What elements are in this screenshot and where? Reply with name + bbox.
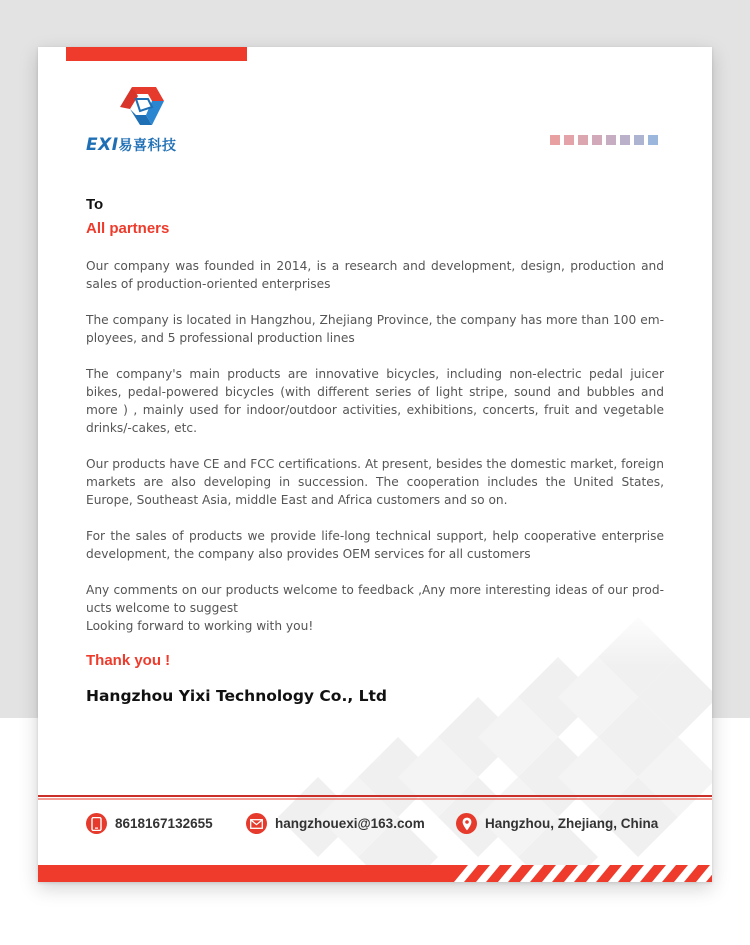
color-square — [564, 135, 574, 145]
stripe-decoration — [38, 865, 712, 882]
phone-icon — [86, 813, 107, 834]
logo-text: EXI易喜科技 — [86, 135, 177, 155]
salutation: To — [86, 196, 104, 213]
envelope-icon — [246, 813, 267, 834]
paragraph-founding: Our company was founded in 2014, is a research and development, design, production and sales of production-oriented enterprises — [86, 259, 664, 291]
color-square — [620, 135, 630, 145]
thanks-line: Thank you ! — [86, 652, 171, 669]
contact-address — [456, 813, 658, 834]
paragraph-location: The company is located in Hangzhou, Zhejiang Province, the company has more than 100 em- ployees, and 5 professional production lines — [86, 313, 664, 345]
color-square — [606, 135, 616, 145]
paragraph-support: For the sales of products we provide life-long technical support, help cooperative enterprise development, the company also provides OEM services for all customers — [86, 529, 664, 561]
color-square — [634, 135, 644, 145]
email-address[interactable]: hangzhouexi@163.com — [275, 816, 425, 831]
bottom-accent-bar — [38, 865, 712, 882]
phone-number[interactable]: 8618167132655 — [115, 816, 213, 831]
closing-line: Looking forward to working with you! — [86, 619, 314, 633]
contact-phone — [86, 813, 213, 834]
company-signature: Hangzhou Yixi Technology Co., Ltd — [86, 687, 388, 705]
top-accent-bar — [66, 47, 247, 61]
address-text: Hangzhou, Zhejiang, China — [485, 816, 659, 831]
location-pin-icon — [456, 813, 477, 834]
color-squares-decoration — [550, 135, 658, 145]
contact-email — [246, 813, 425, 834]
company-logo — [86, 85, 201, 159]
color-square — [592, 135, 602, 145]
letterhead-page — [38, 47, 712, 882]
footer-divider — [38, 795, 712, 797]
contact-bar — [86, 813, 666, 837]
logo-mark-icon — [118, 85, 166, 129]
paragraph-feedback: Any comments on our products welcome to feedback ,Any more interesting ideas of our prod- ucts welcome to suggest — [86, 583, 664, 615]
color-square — [648, 135, 658, 145]
footer-divider-secondary — [38, 798, 712, 800]
recipient: All partners — [86, 220, 170, 237]
color-square — [550, 135, 560, 145]
paragraph-certifications: Our products have CE and FCC certifications. At present, besides the domestic market, foreign markets are also developing in succession. The cooperation includes the United States, Europe, Southeast Asia, middle East and Africa customers and so on. — [86, 457, 664, 507]
paragraph-products: The company's main products are innovative bicycles, including non-electric pedal juicer bikes, pedal-powered bicycles (with different series of light stripe, sound and bubbles and more ) , mainly used for indoor/outdoor activities, exhibitions, concerts, fruit and vegetable drinks/-cakes, etc. — [86, 367, 664, 435]
color-square — [578, 135, 588, 145]
letter-body — [86, 195, 664, 707]
